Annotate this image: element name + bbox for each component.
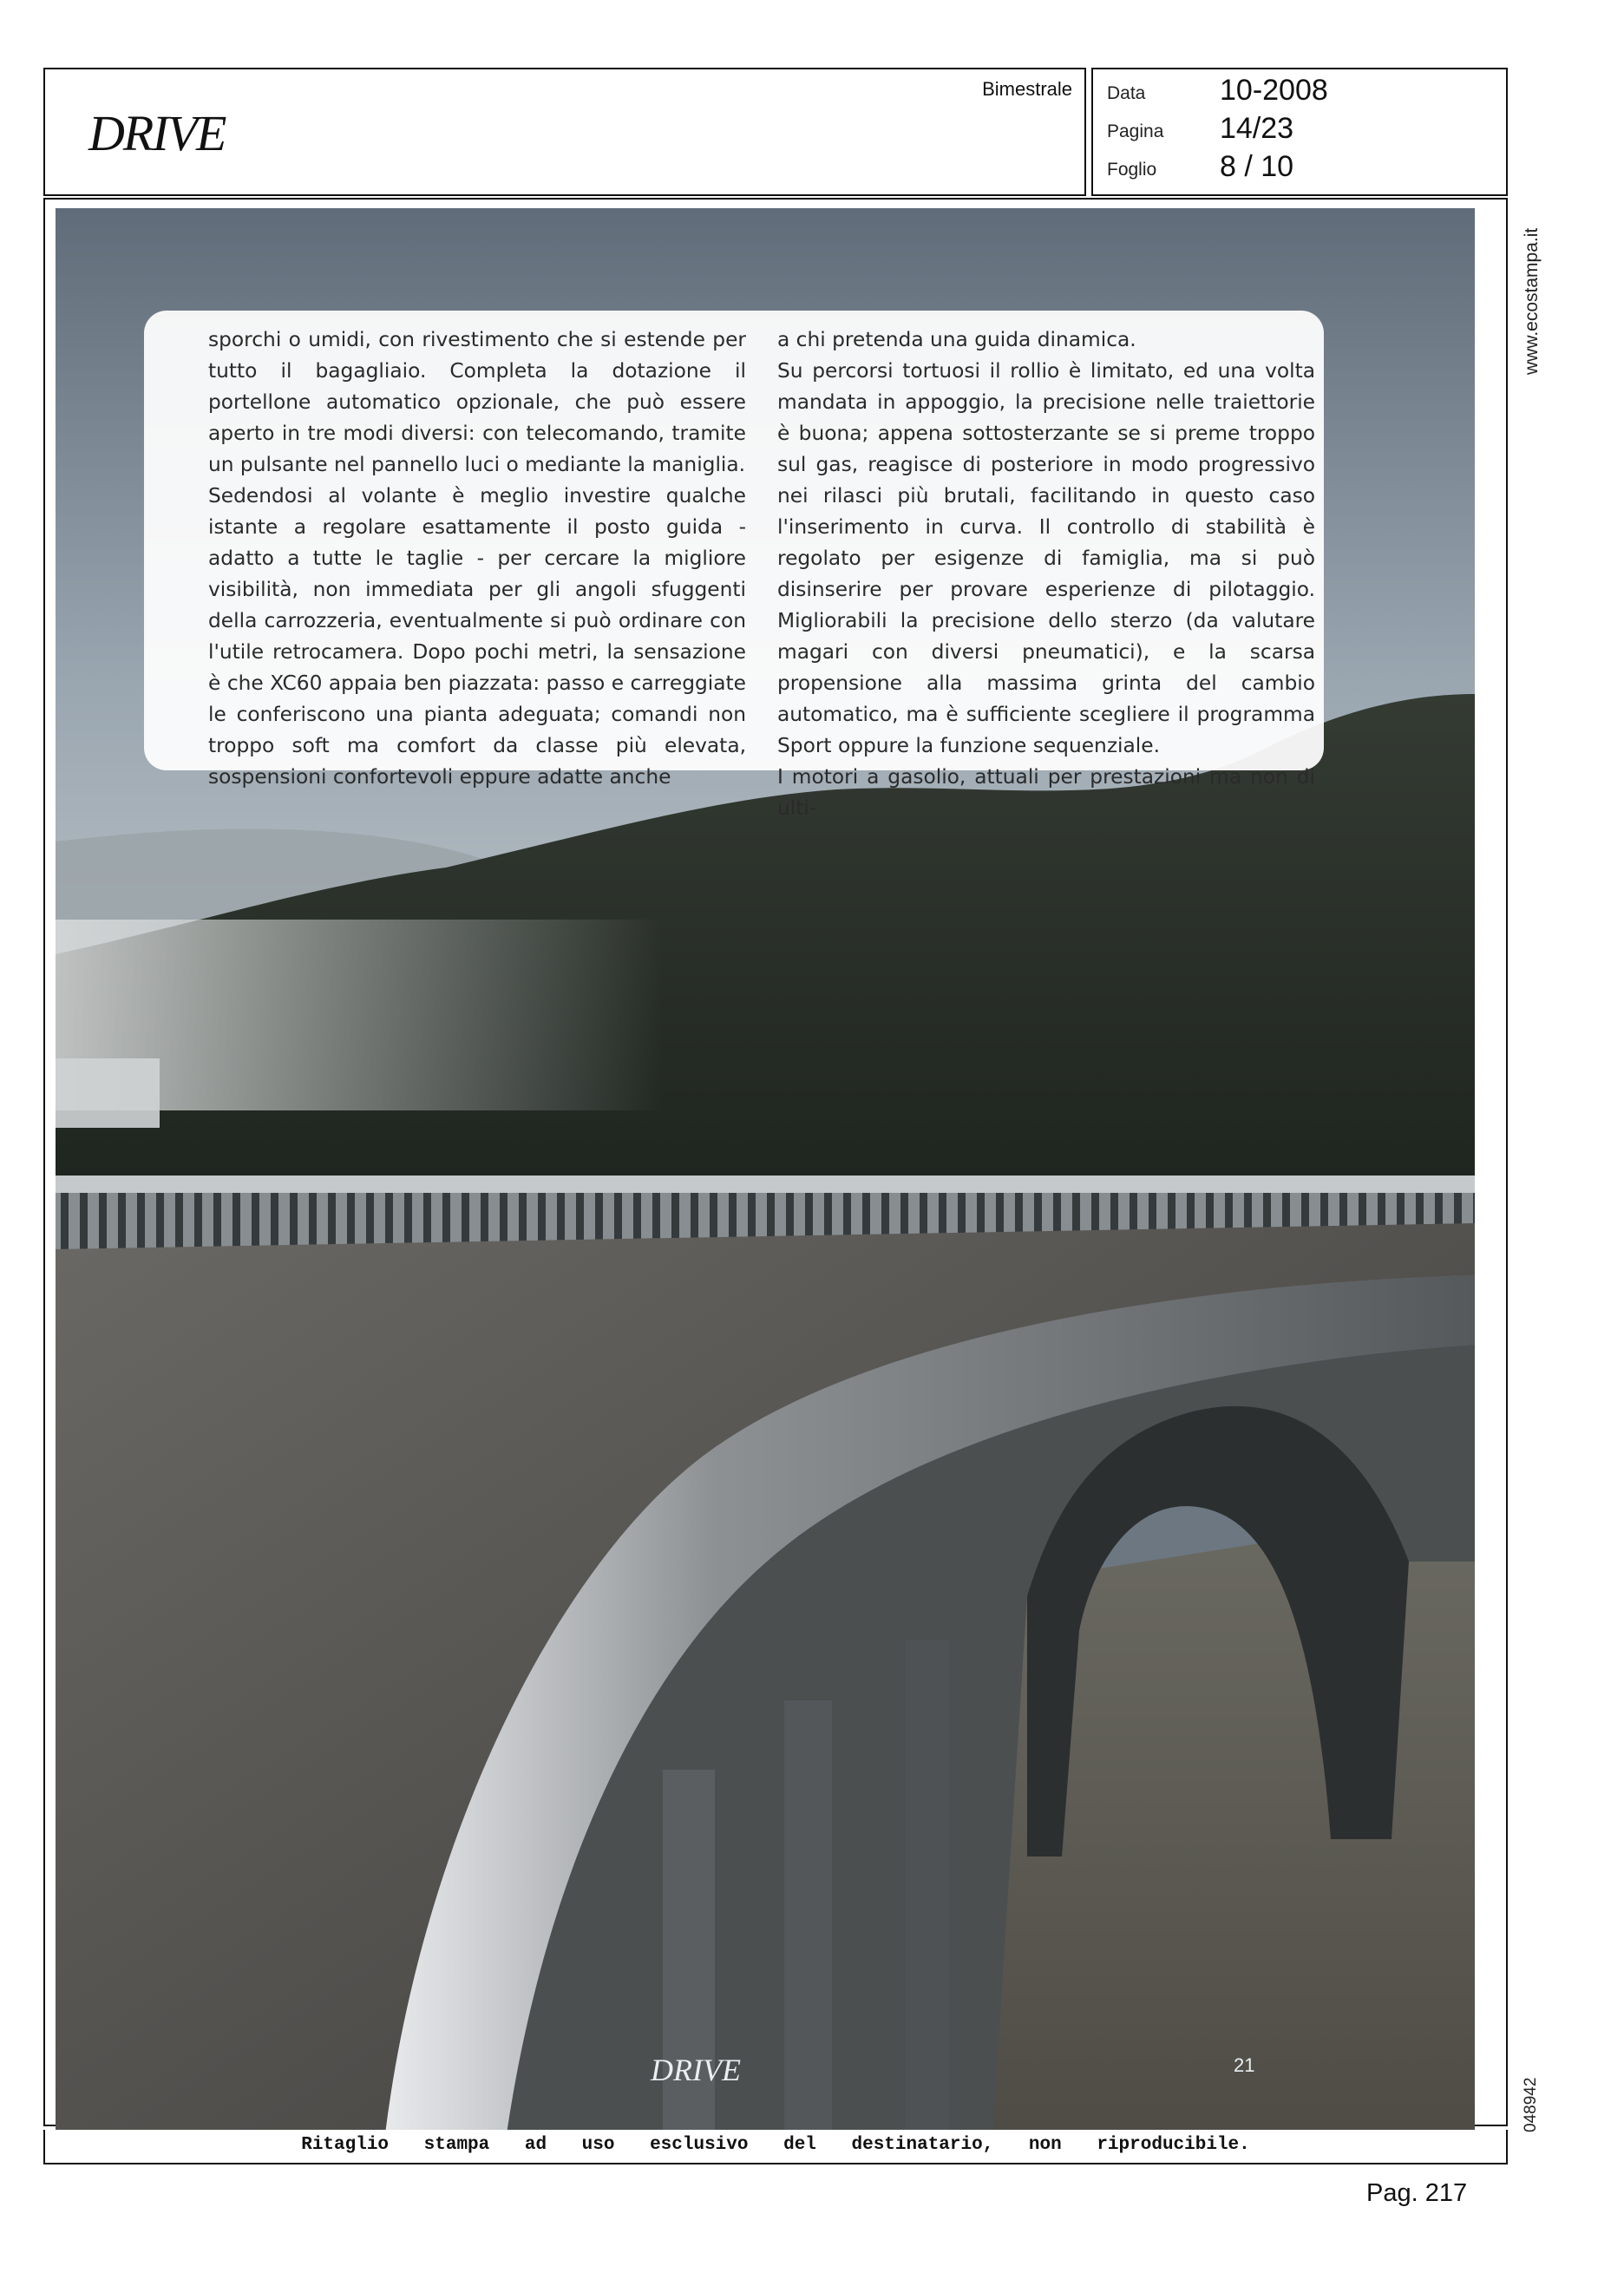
article-column-2 [777,324,1315,824]
bridge-photo [56,208,1475,2134]
meta-row-foglio [1107,149,1489,184]
data-label: Data [1107,83,1146,103]
side-url: www.ecostampa.it [1522,227,1542,375]
article-column-1 [208,324,746,793]
far-railing-top [56,1176,1475,1193]
paragraph: Sedendosi al volante è meglio investire qualche istante a regolare esattamente il posto guida - adatto a tutte le taglie - per cercare la migliore visibilità, non immediata per gli angoli sfuggenti della carrozzeria, eventualmente si può ordinare con l'utile retrocamera. Dopo pochi metri, la sensazione è che XC60 appaia ben piazzata: passo e carreggiate le conferiscono una pianta adeguata; comandi non troppo soft ma comfort da classe più elevata, sospensioni confortevoli eppure adatte anche [208,484,746,789]
meta-row-pagina [1107,111,1489,146]
lake [56,1058,160,1128]
meta-row-data [1107,73,1489,108]
header-metadata [1091,68,1508,196]
paragraph: a chi pretenda una guida dinamica. [777,328,1136,351]
paragraph: sporchi o umidi, con rivestimento che si estende per tutto il bagagliaio. Completa la dotazione il portellone automatico opzionale, che può essere aperto in tre modi diversi: con telecomando, tramite un pulsante nel pannello luci o mediante la maniglia. [208,328,746,476]
page-number: Pag. 217 [1366,2179,1468,2207]
pier [784,1700,832,2134]
footer-note: Ritaglio stampa ad uso esclusivo del destinatario, non riproducibile. [301,2135,1250,2155]
foglio-label: Foglio [1107,160,1157,180]
paragraph: I motori a gasolio, attuali per prestazioni ma non di ulti- [777,765,1315,820]
foglio-value: 8 / 10 [1220,150,1294,183]
side-code: 048942 [1522,2077,1540,2132]
pagina-value: 14/23 [1220,112,1294,145]
magazine-page-number: 21 [1234,2054,1255,2076]
data-value: 10-2008 [1220,74,1328,107]
article-text-panel [144,311,1324,820]
paragraph: Su percorsi tortuosi il rollio è limitato, ed una volta mandata in appoggio, la precisione nelle traiettorie è buona; appena sottosterzante se si preme troppo sul gas, reagisce di posteriore in modo progressivo nei rilasci più brutali, facilitando in questo caso l'inserimento in curva. Il controllo di stabilità è regolato per esigenze di famiglia, ma si può disinserire per provare esperienze di pilotaggio. Migliorabili la precisione dello sterzo (da valutare magari con diversi pneumatici), e la scarsa propensione alla massima grinta del cambio automatico, ma è sufficiente scegliere il programma Sport oppure la funzione sequenziale. [777,359,1315,757]
pier [906,1640,949,2134]
footer-strip [43,2130,1508,2164]
header-masthead [43,68,1086,196]
pagina-label: Pagina [1107,121,1164,141]
drive-logo: DRIVE [88,105,226,161]
magazine-name: DRIVE [651,2053,741,2087]
periodicity-label: Bimestrale [982,78,1072,100]
